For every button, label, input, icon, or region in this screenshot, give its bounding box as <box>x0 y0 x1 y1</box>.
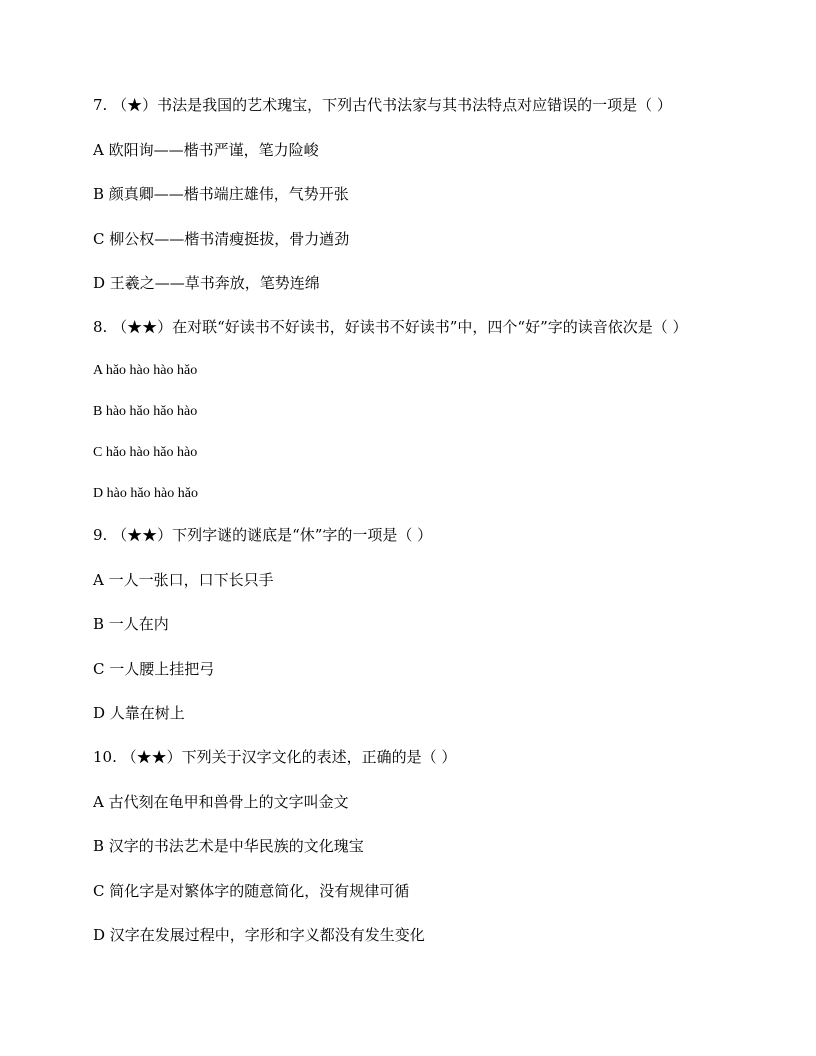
question-7-stem: 7. （★）书法是我国的艺术瑰宝，下列古代书法家与其书法特点对应错误的一项是（ ） <box>93 96 672 114</box>
question-10-option-b: B 汉字的书法艺术是中华民族的文化瑰宝 <box>93 837 364 855</box>
question-9-stem: 9. （★★）下列字谜的谜底是“休”字的一项是（ ） <box>93 526 433 544</box>
question-8-option-d: D hào hǎo hào hǎo <box>93 486 198 501</box>
question-10-option-c: C 简化字是对繁体字的随意简化，没有规律可循 <box>93 882 410 900</box>
question-9-option-a: A 一人一张口，口下长只手 <box>93 571 274 589</box>
question-9-option-d: D 人靠在树上 <box>93 704 185 722</box>
question-10-stem: 10. （★★）下列关于汉字文化的表述，正确的是（ ） <box>93 748 457 766</box>
question-8-option-a: A hǎo hào hào hǎo <box>93 363 198 378</box>
question-9-option-b: B 一人在内 <box>93 615 169 633</box>
question-9-option-c: C 一人腰上挂把弓 <box>93 660 215 678</box>
question-7-option-b: B 颜真卿——楷书端庄雄伟，气势开张 <box>93 185 349 203</box>
question-8-option-b: B hào hǎo hǎo hào <box>93 404 198 419</box>
question-7-option-c: C 柳公权——楷书清瘦挺拔，骨力遒劲 <box>93 230 350 248</box>
question-10-option-d: D 汉字在发展过程中，字形和字义都没有发生变化 <box>93 926 425 944</box>
question-7-option-a: A 欧阳询——楷书严谨，笔力险峻 <box>93 141 319 159</box>
question-8-option-c: C hǎo hào hǎo hào <box>93 445 198 460</box>
question-8-stem: 8. （★★）在对联“好读书不好读书，好读书不好读书”中，四个“好”字的读音依次是（ ） <box>93 318 688 336</box>
question-7-option-d: D 王羲之——草书奔放，笔势连绵 <box>93 274 320 292</box>
question-10-option-a: A 古代刻在龟甲和兽骨上的文字叫金文 <box>93 793 349 811</box>
